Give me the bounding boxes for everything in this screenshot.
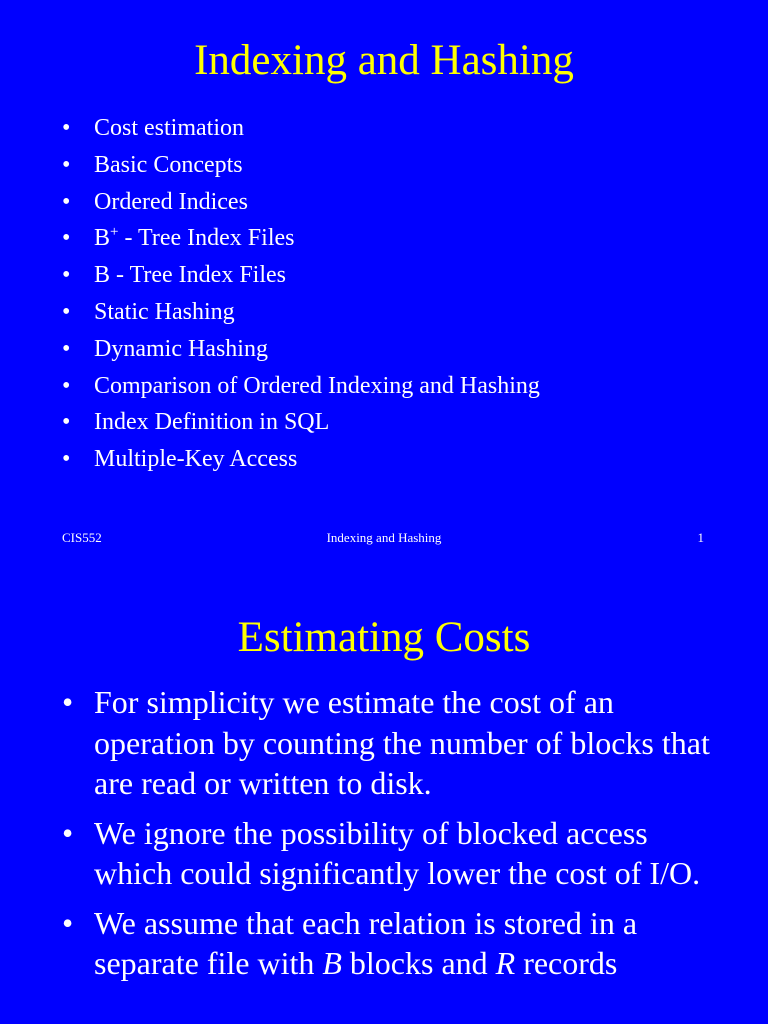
- tree-label: - Tree Index Files: [118, 225, 295, 252]
- list-item: [62, 903, 722, 984]
- bullet-icon: •: [62, 188, 71, 215]
- list-item-text: [94, 225, 294, 251]
- topic-list: [62, 114, 540, 482]
- bullet-icon: •: [62, 814, 74, 851]
- bullet-icon: •: [62, 335, 71, 362]
- list-item-text: B - Tree Index Files: [94, 262, 286, 289]
- list-item: [62, 261, 540, 298]
- list-item-text: We ignore the possibility of blocked access which could significantly lower the cost of I/O.: [94, 814, 701, 891]
- list-item: [62, 682, 722, 804]
- list-item-text: Cost estimation: [94, 115, 244, 141]
- bullet-icon: •: [62, 684, 74, 720]
- slide-title: Indexing and Hashing: [194, 37, 574, 84]
- list-item: [62, 445, 540, 482]
- bullet-icon: •: [62, 904, 74, 941]
- slide-2: [0, 576, 768, 1024]
- list-item-text: Ordered Indices: [94, 188, 248, 215]
- list-item: [62, 813, 722, 894]
- footer-page-number: 1: [697, 530, 704, 545]
- list-item: [62, 335, 540, 372]
- variable-r: R: [495, 945, 516, 981]
- list-item-text: Static Hashing: [94, 298, 235, 325]
- list-item-text: Index Definition in SQL: [94, 409, 330, 436]
- list-item: [62, 372, 540, 409]
- bullet-icon: •: [62, 298, 71, 325]
- bullet-list: [62, 682, 722, 993]
- list-item-text: Dynamic Hashing: [94, 335, 268, 362]
- bullet-icon: •: [62, 409, 71, 436]
- list-item: [62, 224, 540, 261]
- plus-superscript: +: [110, 224, 119, 241]
- slide-title: Estimating Costs: [237, 614, 531, 661]
- b-label: B: [94, 225, 111, 252]
- footer-title: Indexing and Hashing: [326, 530, 442, 545]
- bullet-icon: •: [62, 115, 71, 141]
- bullet-icon: •: [62, 262, 71, 289]
- list-item-text: For simplicity we estimate the cost of an operation by counting the number of blocks that are read or written to disk.: [94, 684, 710, 801]
- list-item-text: Basic Concepts: [94, 151, 243, 178]
- list-item: [62, 151, 540, 188]
- list-item: [62, 408, 540, 445]
- bullet-icon: •: [62, 372, 71, 399]
- list-item: [62, 188, 540, 225]
- bullet-icon: •: [62, 446, 71, 473]
- list-item-text: Multiple-Key Access: [94, 446, 298, 473]
- list-item: [62, 298, 540, 335]
- bullet-icon: •: [62, 151, 71, 178]
- bullet-icon: •: [62, 225, 71, 252]
- list-item-text: We assume that each relation is stored in a separate file with B blocks and R records: [94, 904, 638, 981]
- list-item: [62, 114, 540, 151]
- footer-course: CIS552: [62, 530, 102, 545]
- variable-b: B: [322, 945, 342, 981]
- list-item-text: Comparison of Ordered Indexing and Hashing: [94, 372, 540, 399]
